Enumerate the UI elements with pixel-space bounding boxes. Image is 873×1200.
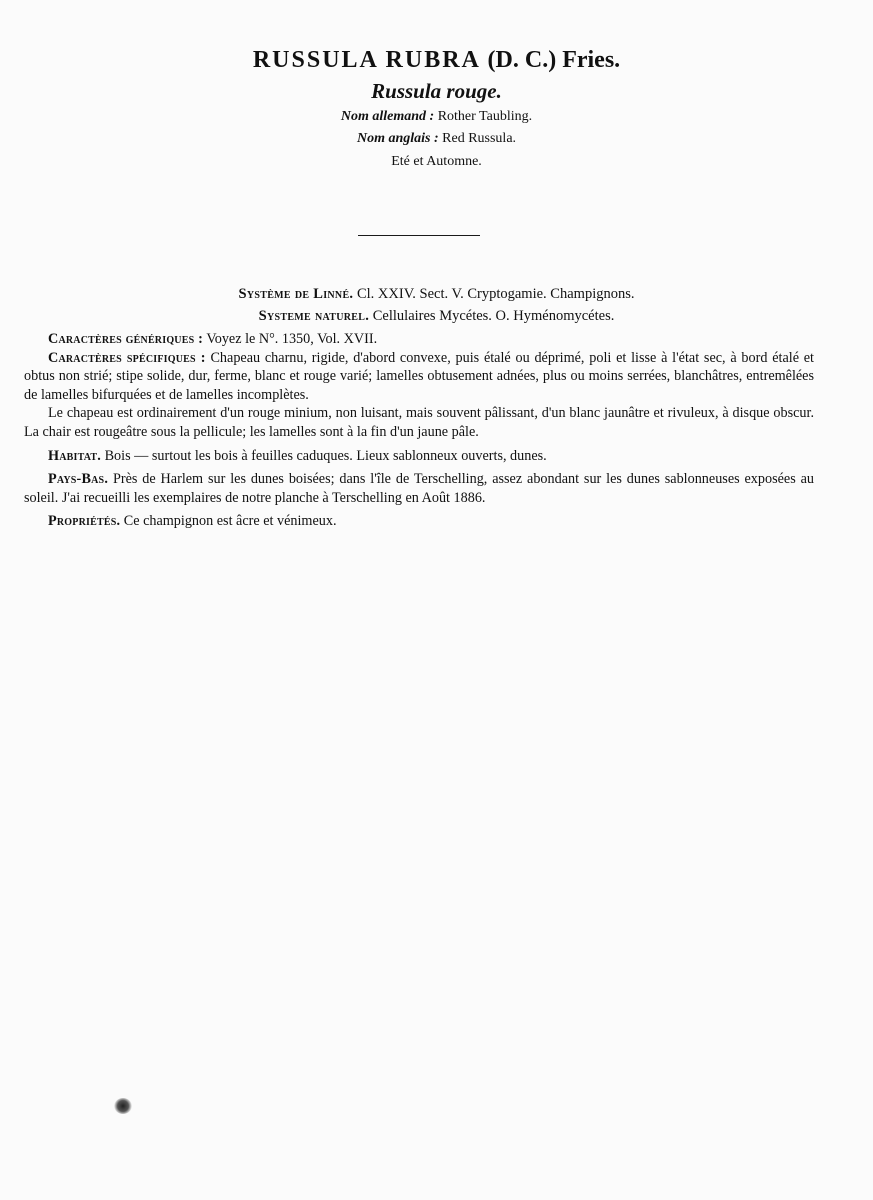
english-name-label: Nom anglais : bbox=[356, 131, 439, 146]
header-divider bbox=[358, 235, 480, 236]
habitat-text: Bois — surtout les bois à feuilles caduques. Lieux sablonneux ouverts, dunes. bbox=[104, 447, 547, 464]
linne-system-text: Cl. XXIV. Sect. V. Cryptogamie. Champignons. bbox=[356, 286, 635, 302]
natural-system-label: Systeme naturel. bbox=[258, 308, 370, 324]
specific-characters-text: Chapeau charnu, rigide, d'abord convexe, puis étalé ou déprimé, poli et lisse à l'état sec, à bord étalé et obtus non strié; stipe solide, dur, ferme, blanc et rouge varié; lamelles obtusement adnées, plus ou moins serrées, blanchâtres, entremêlées de lamelles bifurquées et de lamelles incomplètes. bbox=[24, 349, 814, 403]
natural-system-line bbox=[0, 306, 873, 326]
description-body bbox=[24, 330, 814, 536]
common-name: Russula rouge. bbox=[371, 79, 502, 103]
habitat-paragraph bbox=[24, 447, 814, 466]
german-name-label: Nom allemand : bbox=[340, 109, 435, 124]
specific-characters-paragraph bbox=[24, 349, 814, 405]
netherlands-label: Pays-Bas. bbox=[48, 471, 109, 488]
german-name: Rother Taubling. bbox=[437, 109, 533, 124]
color-description-paragraph: Le chapeau est ordinairement d'un rouge minium, non luisant, mais souvent pâlissant, d'un blanc jaunâtre et rivuleux, à disque obscur. La chair est rougeâtre sous la pellicule; les lamelles sont à la fin d'un jaune pâle. bbox=[24, 405, 814, 440]
properties-label: Propriétés. bbox=[48, 513, 121, 530]
linne-system-label: Système de Linné. bbox=[238, 286, 354, 302]
properties-text: Ce champignon est âcre et vénimeux. bbox=[123, 513, 337, 530]
page-header bbox=[0, 44, 873, 174]
ink-smudge bbox=[114, 1098, 132, 1114]
netherlands-text: Près de Harlem sur les dunes boisées; dans l'île de Terschelling, assez abondant sur les dunes sablonneuses exposées au soleil. J'ai recueilli les exemplaires de notre planche à Terschelling en Août 1886. bbox=[24, 471, 815, 506]
habitat-label: Habitat. bbox=[48, 447, 102, 464]
linne-system-line bbox=[0, 284, 873, 304]
generic-characters-label: Caractères génériques : bbox=[48, 331, 204, 347]
generic-characters-paragraph bbox=[24, 330, 814, 349]
german-name-line bbox=[0, 106, 873, 128]
properties-paragraph bbox=[24, 512, 814, 531]
season: Eté et Automne. bbox=[391, 154, 482, 169]
species-name: RUSSULA RUBRA bbox=[252, 47, 480, 73]
english-name: Red Russula. bbox=[442, 131, 517, 146]
specific-characters-label: Caractères spécifiques : bbox=[48, 349, 206, 366]
natural-system-text: Cellulaires Mycétes. O. Hyménomycétes. bbox=[372, 308, 615, 324]
page-title bbox=[0, 44, 873, 76]
species-authority: (D. C.) Fries. bbox=[487, 47, 621, 73]
netherlands-paragraph bbox=[24, 470, 814, 507]
generic-characters-text: Voyez le N°. 1350, Vol. XVII. bbox=[206, 331, 378, 347]
english-name-line bbox=[0, 128, 873, 150]
